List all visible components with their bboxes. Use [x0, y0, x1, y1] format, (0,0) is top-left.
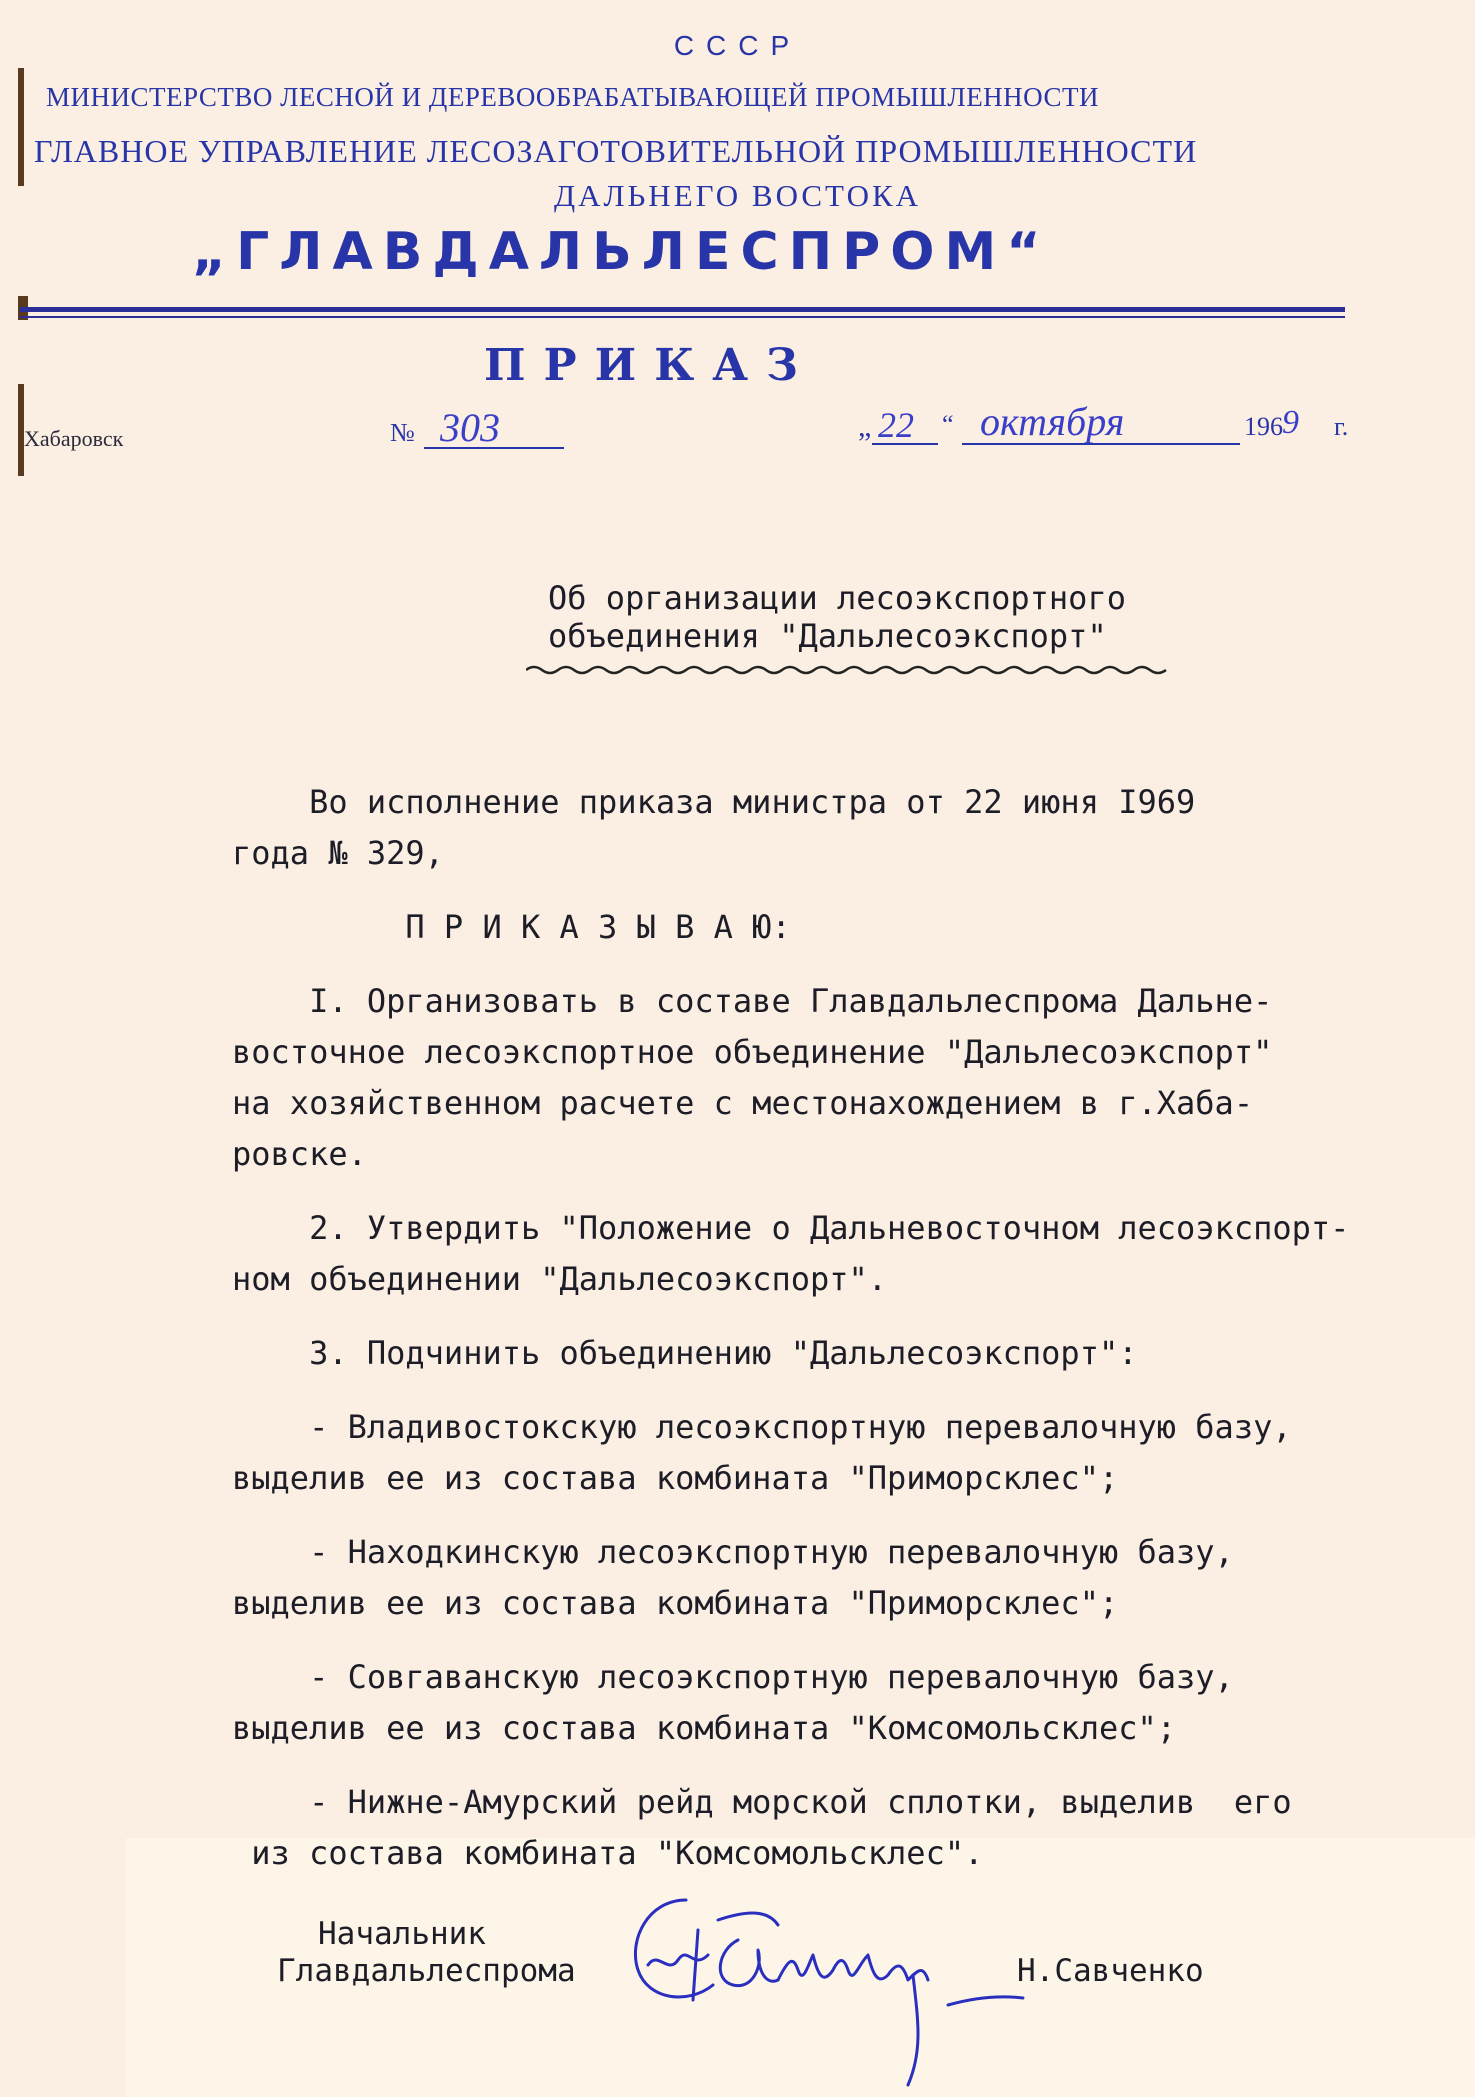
signatory-role-line1: Начальник [318, 1916, 486, 1952]
order-number-value: 303 [440, 405, 500, 450]
body-line: ровске. [232, 1134, 367, 1173]
handwritten-signature [618, 1880, 1038, 2095]
scan-edge-mark [18, 68, 24, 186]
body-line: года № 329, [232, 834, 444, 872]
subject-wavy-underline [526, 662, 1172, 678]
document-title: ПРИКАЗ [484, 340, 816, 391]
date-year-suffix: г. [1334, 412, 1349, 441]
body-line: I. Организовать в составе Главдальлеспрома Дальне- [232, 981, 1273, 1020]
body-line: выделив ее из состава комбината "Приморсклес"; [232, 1458, 1119, 1497]
body-line: выделив ее из состава комбината "Приморсклес"; [232, 1583, 1119, 1622]
document-city: Хабаровск [24, 426, 124, 451]
letterhead-ministry: МИНИСТЕРСТВО ЛЕСНОЙ И ДЕРЕВООБРАБАТЫВАЮЩЕЙ ПРОМЫШЛЕННОСТИ [46, 82, 1100, 112]
date-year-printed: 196 [1244, 412, 1283, 441]
date-month-value: октября [980, 399, 1125, 444]
body-line: ном объединении "Дальлесоэкспорт". [232, 1259, 888, 1298]
body-line: 2. Утвердить "Положение о Дальневосточном лесоэкспорт- [232, 1208, 1350, 1247]
letterhead-rule-thick [20, 307, 1345, 312]
letterhead-rule-thin [20, 316, 1345, 318]
letterhead-department-line2: ДАЛЬНЕГО ВОСТОКА [553, 178, 922, 213]
body-line: - Владивостокскую лесоэкспортную перевалочную базу, [232, 1407, 1292, 1446]
signatory-name: Н.Савченко [1017, 1953, 1204, 1989]
letterhead-country: СССР [673, 30, 802, 61]
body-line: восточное лесоэкспортное объединение "Дальлесоэкспорт" [232, 1032, 1273, 1071]
date-day-value: 22 [878, 405, 914, 445]
signatory-role-line2: Главдальлеспрома [277, 1953, 576, 1989]
body-line: - Совгаванскую лесоэкспортную перевалочную базу, [232, 1657, 1234, 1696]
body-line: П Р И К А З Ы В А Ю: [232, 907, 791, 946]
body-line: 3. Подчинить объединению "Дальлесоэкспорт": [232, 1333, 1138, 1372]
subject-line-2: объединения "Дальлесоэкспорт" [548, 617, 1107, 655]
letterhead-brand: „ГЛАВДАЛЬЛЕСПРОМ“ [192, 222, 1051, 282]
body-line: выделив ее из состава комбината "Комсомольсклес"; [232, 1708, 1177, 1747]
letterhead-department-line1: ГЛАВНОЕ УПРАВЛЕНИЕ ЛЕСОЗАГОТОВИТЕЛЬНОЙ ПРОМЫШЛЕННОСТИ [34, 133, 1198, 169]
order-number-label: № [390, 418, 415, 447]
body-line: на хозяйственном расчете с местонахождением в г.Хаба- [232, 1083, 1254, 1122]
date-close-quote: “ [942, 410, 954, 439]
body-line: Во исполнение приказа министра от 22 июня I969 [232, 783, 1196, 821]
date-open-quote: „ [858, 410, 872, 443]
subject-line-1: Об организации лесоэкспортного [548, 579, 1126, 617]
body-line: - Находкинскую лесоэкспортную перевалочную базу, [232, 1532, 1234, 1571]
body-line: из состава комбината "Комсомольсклес". [232, 1833, 984, 1872]
date-year-handwritten: 9 [1282, 404, 1299, 441]
body-line: - Нижне-Амурский рейд морской сплотки, выделив его [232, 1782, 1292, 1821]
